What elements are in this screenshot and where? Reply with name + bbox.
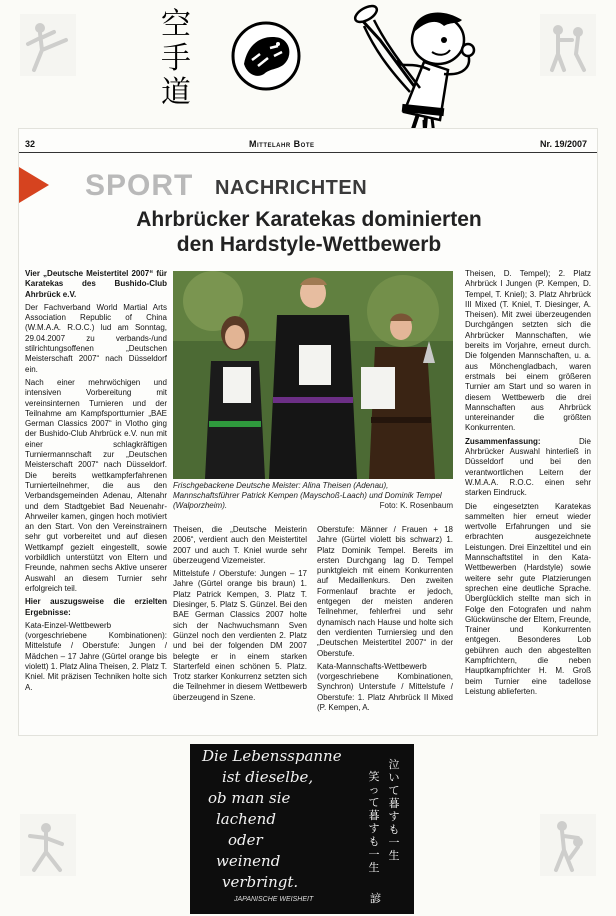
- quote-line: Die Lebensspanne: [202, 747, 342, 765]
- rubric-triangle-icon: [19, 167, 49, 203]
- article-paragraph: Theisen, die „Deutsche Meisterin 2006“, verdient auch den Meistertitel 2007 und auch T. Kniel wurde sehr überzeugend Vizemeister.: [173, 525, 307, 565]
- photo-credit: Foto: K. Rosenbaum: [379, 501, 453, 510]
- quote-source: JAPANISCHE WEISHEIT: [234, 896, 314, 903]
- issue-number: Nr. 19/2007: [539, 139, 587, 149]
- kanji-char: 手: [161, 41, 191, 76]
- quote-line: oder: [228, 831, 263, 849]
- article-paragraph: Die eingesetzten Karatekas sammelten hier erneut wieder wertvolle Erfahrungen und sie erbrachten ausgezeichnete Leistungen. Drei Einzeltitel und ein Mannschaftstitel in den Kata-Wettbewerben (Hardstyle) sowie weitere sehr gute Platzierungen sprechen eine deutliche Sprache. Überglücklich stellte man sich in Folge den Fotografen und nahm Glückwünsche der Eltern, Freunde, Trainer und Konkurrenten entgegen. Besonderes Lob gebühren auch den abgestellten Kampfrichtern, die neben Hauptkampfrichter H. M. Groß beim Turnier eine tadellose Leistung ablieferten.: [465, 501, 591, 696]
- article-lead: Vier „Deutsche Meistertitel 2007“ für Karatekas des Bushido-Club Ahrbrück e.V.: [25, 269, 167, 299]
- quote-seal: 諺: [370, 893, 381, 905]
- karate-throw-figure-icon: [540, 814, 596, 876]
- photo-caption: [173, 481, 453, 511]
- rubric-nachrichten: NACHRICHTEN: [215, 177, 368, 199]
- quote-line: ob man sie: [208, 789, 291, 807]
- caption-text: Frischgebackene Deutsche Meister: Alina Theisen (Adenau), Mannschaftsführer Patrick Kempen (Mayschoß-Laach) und Dominik Tempel (Walporzheim).: [173, 481, 442, 510]
- article-paragraph: Nach einer mehrwöchigen und intensiven Vorbereitung mit vereinsinternen Turnieren und der Teilnahme am Kampfsportturnier „BAE German Classics 2007“ in Vlotho ging der Bushido-Club Ahrbrück e.V. nun mit einer schlagkräftigen Turniermannschaft zur „Deutschen Meisterschaft 2007“ nach Düsseldorf. Die bereits wettkampferfahrenen Turnierteilnehmer, die aus den Verbandsgemeinden Adenau, Altenahr und dem Stadtgebiet Bad Neuenahr-Ahrweiler kamen, gingen hoch motiviert an den Start. Von den Vereinstrainern sehr gut vorbereitet und auf diesen Wettkampf gezielt eingestellt, sowie vorbildlich unterstützt von Eltern und Freunde, nahmen sechs Aktive unserer Auswahl an diesem Turnier sehr erfolgreich teil.: [25, 377, 167, 593]
- article-paragraph: Oberstufe: Männer / Frauen + 18 Jahre (Gürtel violett bis schwarz) 1. Platz Dominik Tempel. Bereits im ersten Durchgang lag D. Tempel punktgleich mit einem Konkurrenten auf Medaillenkurs. Den zweiten Formenlauf brachte er jedoch, entgegen der meisten anderen Teilnehmer, fehlerfrei und sehr dynamisch nach Hause und holte sich den verdienten Turniersieg und den „Deutschen Meistertitel 2007“ in der Oberstufe.: [317, 525, 453, 658]
- section-rubric: [19, 167, 597, 207]
- rubric-sport: SPORT: [85, 169, 194, 202]
- kanji-char: 空: [161, 7, 191, 42]
- newspaper-header: [19, 139, 597, 151]
- results-subheading: Hier auszugsweise die erzielten Ergebnisse:: [25, 597, 167, 617]
- summary-subheading: Zusammenfassung:: [465, 436, 541, 446]
- newspaper-clipping: [18, 128, 598, 736]
- article-paragraph: Der Fachverband World Martial Arts Association Republic of China (W.M.A.A. R.O.C.) lud am Sonntag, 29.04.2007 zu verbands-/und stilrichtungsoffenen „Deutschen Meisterschaft 2007“ nach Düsseldorf ein.: [25, 302, 167, 374]
- karate-stance-figure-icon: [20, 814, 76, 876]
- article-paragraph: Theisen, D. Tempel); 2. Platz Ahrbrück I Jungen (P. Kempen, D. Tempel, T. Kniel); 3. Platz Ahrbrück III Mixed (T. Kniel, T. Diesinger, A. Theisen). Mit zwei überzeugenden Durchgängen setzten sich die Ahrbrücker Mannschaften, wie bereits im Vorjahre, erneut durch. Die folgenden Mannschaften, u. a. aus Mönchengladbach, waren erstmals bei einem größeren Turnier am Start und so waren in diesem Wettbewerb die drei Mannschaften aus Ahrbrück untereinander die größten Konkurrenten.: [465, 269, 591, 433]
- japanese-proverb-col-2: 笑って暮すも一生: [368, 770, 380, 874]
- quote-text: [202, 746, 342, 893]
- article-column-1: [25, 269, 167, 696]
- japanese-proverb-col-1: 泣いて暮すも一生: [388, 758, 400, 862]
- article-paragraph: Kata-Mannschafts-Wettbewerb (vorgeschriebene Kombinationen, Synchron) Unterstufe / Mittelstufe / Oberstufe: 1. Platz Ahrbrück II Mixed (P. Kempen, A.: [317, 661, 453, 713]
- header-rule: [19, 152, 597, 153]
- article-paragraph: Kata-Einzel-Wettbewerb (vorgeschriebene Kombinationen): Mittelstufe / Oberstufe: Jungen / Mädchen – 17 Jahre (Gürtel orange bis violett) 1. Platz Alina Theisen, 2. Platz T. Kniel. Mit präzisen Techniken holte sich A.: [25, 620, 167, 692]
- karate-kick-figure-icon: [20, 14, 76, 76]
- article-column-4: [465, 269, 591, 700]
- article-headline: [59, 207, 559, 257]
- quote-line: weinend: [216, 852, 281, 870]
- article-column-2: [173, 525, 307, 706]
- karate-do-kanji: [158, 8, 194, 118]
- headline-line: den Hardstyle-Wettbewerb: [176, 233, 442, 256]
- quote-line: lachend: [216, 810, 276, 828]
- quote-line: verbringt.: [222, 873, 299, 891]
- kanji-char: 道: [161, 75, 191, 110]
- team-photo: [173, 271, 453, 479]
- article-paragraph: Mittelstufe / Oberstufe: Jungen – 17 Jahre (Gürtel orange bis braun) 1. Platz Patrick Kempen, 3. Platz T. Diesinger, 5. Platz S. Günzel. Bei den BAE German Classics 2007 holte sich der Nachwuchsmann Sven Günzel noch den verdienten 2. Platz und bei der folgenden DM 2007 belegte er in einem starken Starterfeld einen schönen 5. Platz. Trotz starker Konkurrenz setzten sich die Teilnehmer in diesem Wettbewerb überzeugend in Szene.: [173, 569, 307, 702]
- page-number: 32: [25, 139, 36, 149]
- publication-name: Mittelahr Bote: [249, 139, 315, 149]
- article-paragraph: Die Ahrbrücker Auswahl hinterließ in Düsseldorf und bei den verantwortlichen Leitern der W.M.A.A. R.O.C. einen sehr starken Eindruck.: [465, 436, 591, 498]
- article-column-3: [317, 525, 453, 716]
- shotokan-tiger-icon: [230, 20, 302, 92]
- japanese-wisdom-quote: [190, 744, 414, 914]
- karate-pair-figure-icon: [540, 14, 596, 76]
- quote-line: ist dieselbe,: [222, 768, 314, 786]
- headline-line: Ahrbrücker Karatekas dominierten: [136, 208, 482, 231]
